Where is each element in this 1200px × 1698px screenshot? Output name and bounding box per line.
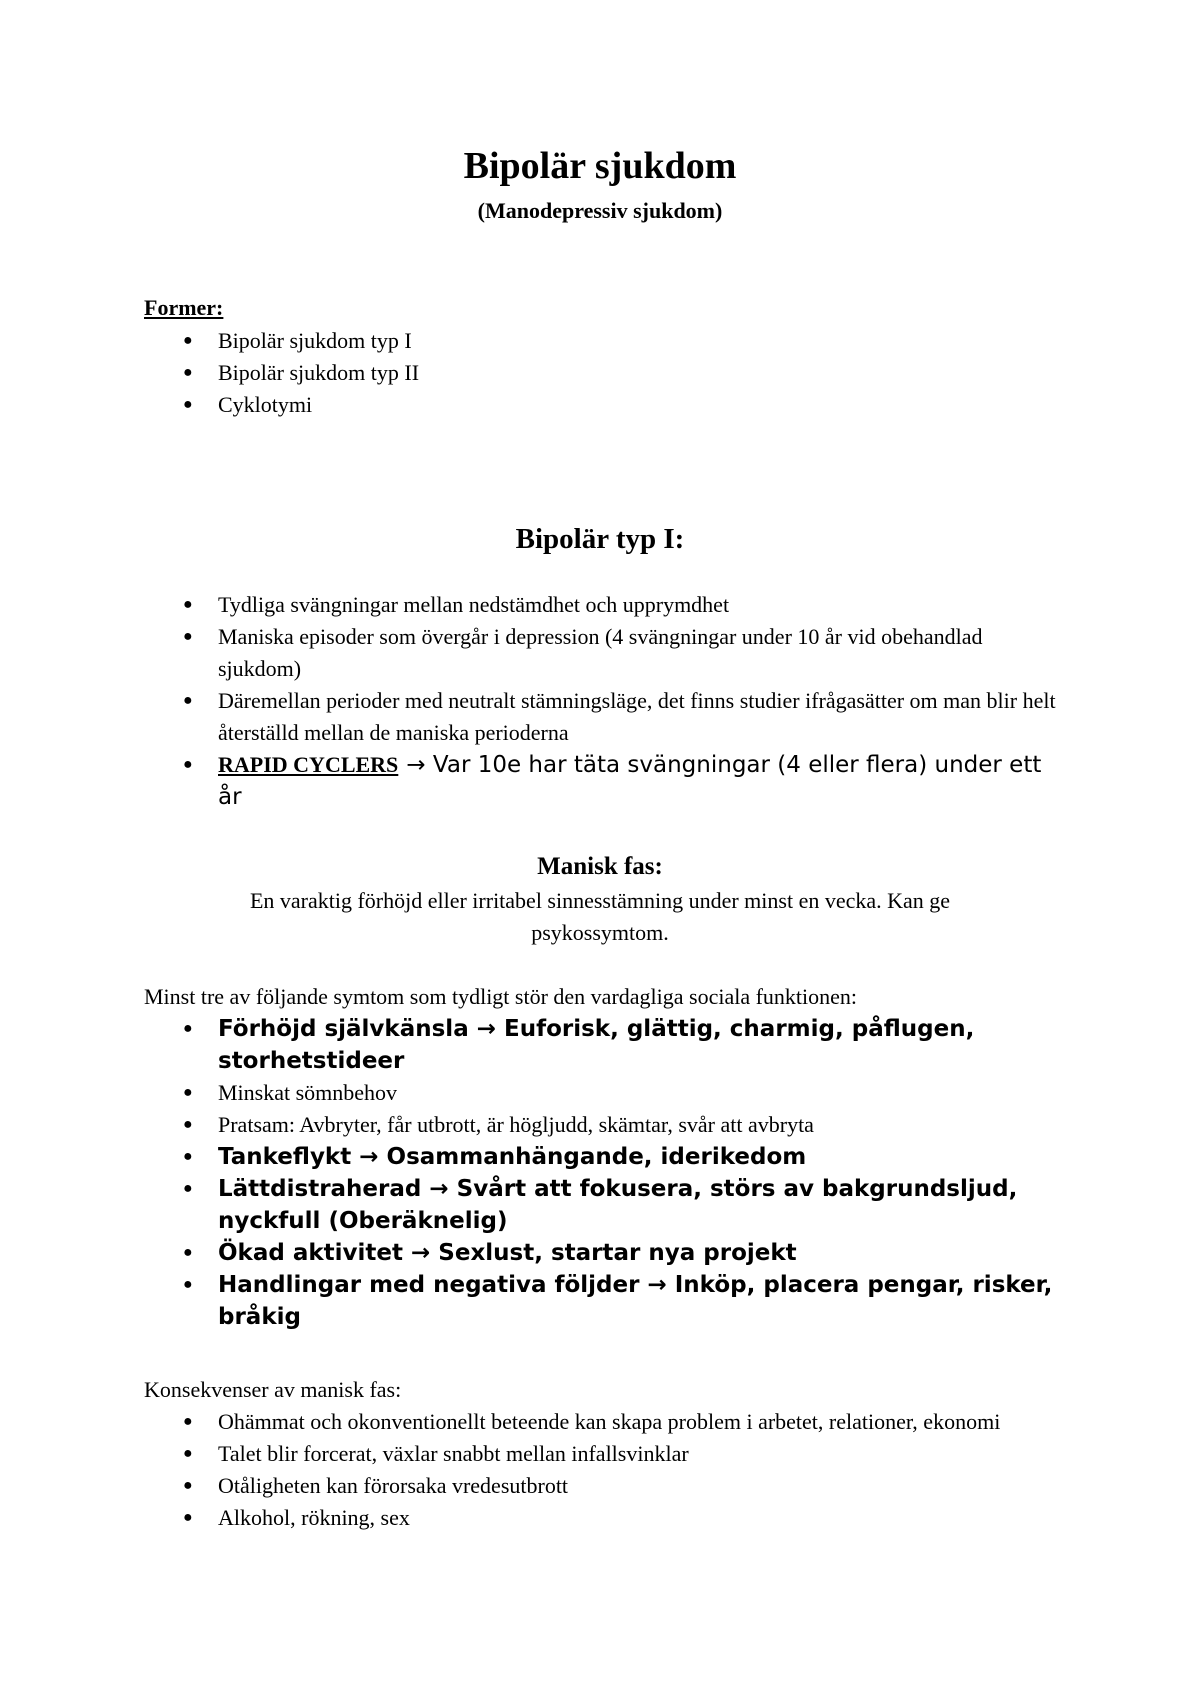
list-item: ● Ohämmat och okonventionellt beteende kan skapa problem i arbetet, relationer, ekonomi (183, 1409, 1001, 1434)
list-item: ● Pratsam: Avbryter, får utbrott, är högljudd, skämtar, svår att avbryta (183, 1112, 814, 1137)
list-item: ● Talet blir forcerat, växlar snabbt mellan infallsvinklar (183, 1441, 689, 1466)
symptom-list (0, 1013, 1200, 1333)
section-heading-manisk: Manisk fas: (537, 853, 663, 880)
former-label: Former: (144, 295, 224, 320)
konsekvenser-intro: Konsekvenser av manisk fas: (144, 1377, 402, 1402)
list-item: ● Förhöjd självkänsla → Euforisk, glättig, charmig, påflugen, storhetstideer (183, 1016, 975, 1074)
manisk-description: En varaktig förhöjd eller irritabel sinnesstämning under minst en vecka. Kan ge psykossymtom. (249, 888, 951, 945)
list-item: ● Minskat sömnbehov (183, 1080, 398, 1105)
manisk-intro: Minst tre av följande symtom som tydligt stör den vardagliga sociala funktionen: (144, 984, 858, 1009)
section-heading-typ1: Bipolär typ I: (515, 523, 685, 555)
list-item: ● Maniska episoder som övergår i depression (4 svängningar under 10 år vid obehandlad sjukdom) (183, 624, 983, 681)
list-item: ● Ökad aktivitet → Sexlust, startar nya projekt (183, 1240, 797, 1266)
list-item: ● Bipolär sjukdom typ I (183, 328, 412, 353)
list-item: ● Alkohol, rökning, sex (183, 1505, 410, 1530)
page-subtitle: (Manodepressiv sjukdom) (477, 198, 723, 223)
page-title: Bipolär sjukdom (463, 145, 737, 187)
list-item: ● Tankeflykt → Osammanhängande, iderikedom (183, 1144, 807, 1170)
list-item: ● Otåligheten kan förorsaka vredesutbrott (183, 1473, 569, 1498)
list-item: ● Bipolär sjukdom typ II (183, 360, 420, 385)
list-item: ● Däremellan perioder med neutralt stämningsläge, det finns studier ifrågasätter om man blir helt återställd mellan de maniska perioderna (183, 688, 1056, 745)
list-item: ● Tydliga svängningar mellan nedstämdhet och upprymdhet (183, 592, 730, 617)
list-item: ● Cyklotymi (183, 392, 313, 417)
list-item: ● Lättdistraherad → Svårt att fokusera, störs av bakgrundsljud, nyckfull (Oberäknelig) (183, 1176, 1018, 1234)
list-item: ● Handlingar med negativa följder → Inköp, placera pengar, risker, bråkig (183, 1272, 1053, 1330)
rapid-cyclers-text: → Var 10e har täta svängningar (4 eller flera) under ett år (218, 752, 1042, 810)
list-item-rapid-cyclers: ● RAPID CYCLERS → Var 10e har täta svängningar (4 eller flera) under ett år (183, 752, 1042, 810)
typ1-list (0, 589, 1200, 813)
rapid-cyclers-label: RAPID CYCLERS (218, 752, 399, 777)
former-list (0, 325, 1200, 421)
konsekvenser-list (0, 1406, 1200, 1534)
